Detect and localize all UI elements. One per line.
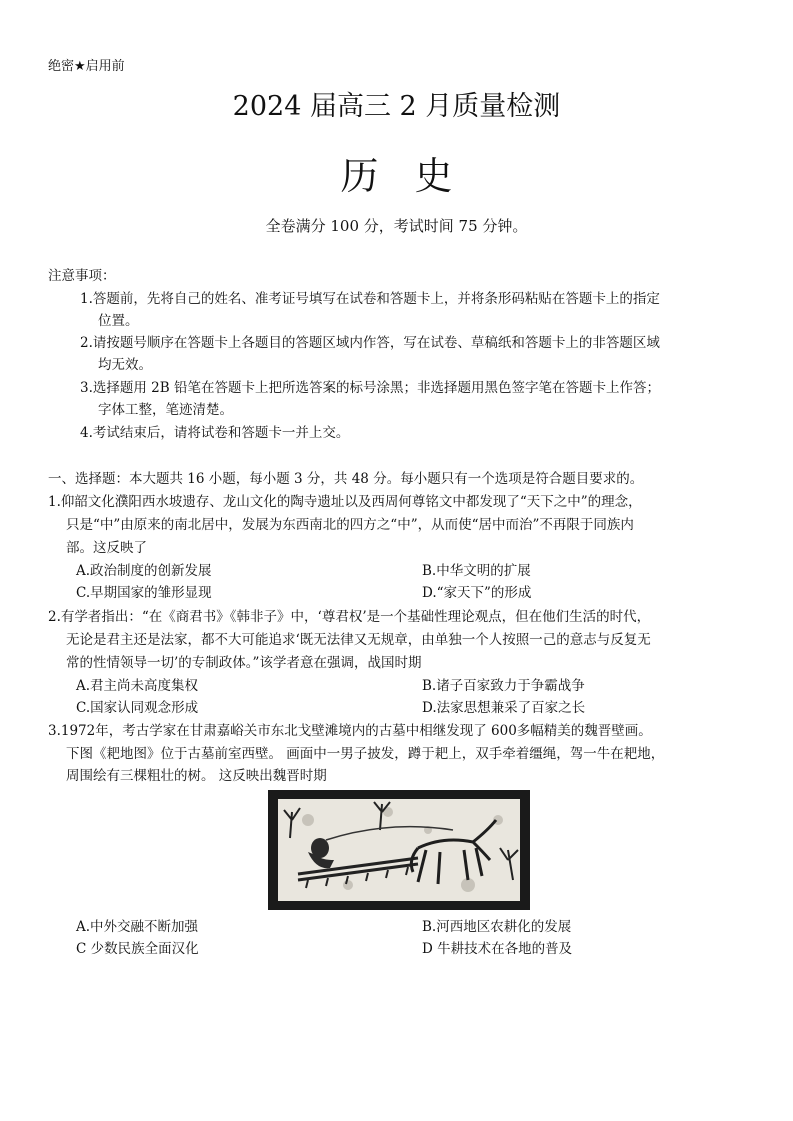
question-2-option-a[interactable]: A.君主尚未高度集权 xyxy=(76,678,199,694)
note-item: 3.选择题用 2B 铅笔在答题卡上把所选答案的标号涂黑；非选择题用黑色签字笔在答题卡上作答； xyxy=(80,380,660,396)
question-1-option-b[interactable]: B.中华文明的扩展 xyxy=(422,563,531,579)
question-3-option-b[interactable]: B.河西地区农耕化的发展 xyxy=(422,919,572,935)
question-2-option-b[interactable]: B.诸子百家致力于争霸战争 xyxy=(422,678,585,694)
confidential-label: 绝密★启用前 xyxy=(48,59,125,74)
question-2-line: 无论是君主还是法家，都不大可能追求‘既无法律又无规章，由单独一个人按照一己的意志与反复无 xyxy=(66,632,651,648)
question-1-line: 1.仰韶文化濮阳西水坡遗存、龙山文化的陶寺遗址以及西周何尊铭文中都发现了“天下之中”的理念， xyxy=(48,494,642,510)
question-3-option-d[interactable]: D 牛耕技术在各地的普及 xyxy=(422,941,573,957)
subject-title: 历史 xyxy=(340,154,489,198)
question-3-line: 下图《耙地图》位于古墓前室西壁。 画面中一男子披发，蹲于耙上，双手牵着缰绳，驾一牛在耙地， xyxy=(66,746,665,762)
question-1-line: 部。这反映了 xyxy=(66,540,147,556)
notes-heading: 注意事项： xyxy=(48,268,116,284)
question-1-option-d[interactable]: D.“家天下”的形成 xyxy=(422,585,532,601)
question-2-line: 2.有学者指出：“在《商君书》《韩非子》中，‘尊君权’是一个基础性理论观点，但在他们生活的时代， xyxy=(48,609,651,625)
question-2-option-c[interactable]: C.国家认同观念形成 xyxy=(76,700,199,716)
note-item: 字体工整，笔迹清楚。 xyxy=(98,402,233,418)
question-1-option-a[interactable]: A.政治制度的创新发展 xyxy=(76,563,212,579)
question-3-line: 周围绘有三棵粗壮的树。 这反映出魏晋时期 xyxy=(66,768,327,784)
harrowing-mural-image xyxy=(268,790,530,910)
note-item: 均无效。 xyxy=(98,357,152,373)
question-2-option-d[interactable]: D.法家思想兼采了百家之长 xyxy=(422,700,586,716)
question-3-option-c[interactable]: C 少数民族全面汉化 xyxy=(76,941,199,957)
score-time-info: 全卷满分 100 分，考试时间 75 分钟。 xyxy=(265,217,528,235)
note-item: 4.考试结束后，请将试卷和答题卡一并上交。 xyxy=(80,425,350,441)
section-heading: 一、选择题：本大题共 16 小题，每小题 3 分，共 48 分。每小题只有一个选项是符合题目要求的。 xyxy=(48,471,644,487)
exam-title: 2024 届高三 2 月质量检测 xyxy=(232,91,561,122)
question-1-option-c[interactable]: C.早期国家的雏形显现 xyxy=(76,585,212,601)
note-item: 2.请按题号顺序在答题卡上各题目的答题区域内作答，写在试卷、草稿纸和答题卡上的非答题区域 xyxy=(80,335,660,351)
note-item: 位置。 xyxy=(98,313,139,329)
question-3-line: 3.1972年，考古学家在甘肃嘉峪关市东北戈壁滩境内的古墓中相继发现了 600多幅精美的魏晋壁画。 xyxy=(48,723,652,739)
note-item: 1.答题前，先将自己的姓名、准考证号填写在试卷和答题卡上，并将条形码粘贴在答题卡上的指定 xyxy=(80,291,660,307)
question-2-line: 常的性情领导一切’的专制政体。”该学者意在强调，战国时期 xyxy=(66,655,422,671)
question-3-option-a[interactable]: A.中外交融不断加强 xyxy=(76,919,199,935)
question-1-line: 只是“中”由原来的南北居中，发展为东西南北的四方之“中”，从而使“居中而治”不再限于同族内 xyxy=(66,517,634,533)
